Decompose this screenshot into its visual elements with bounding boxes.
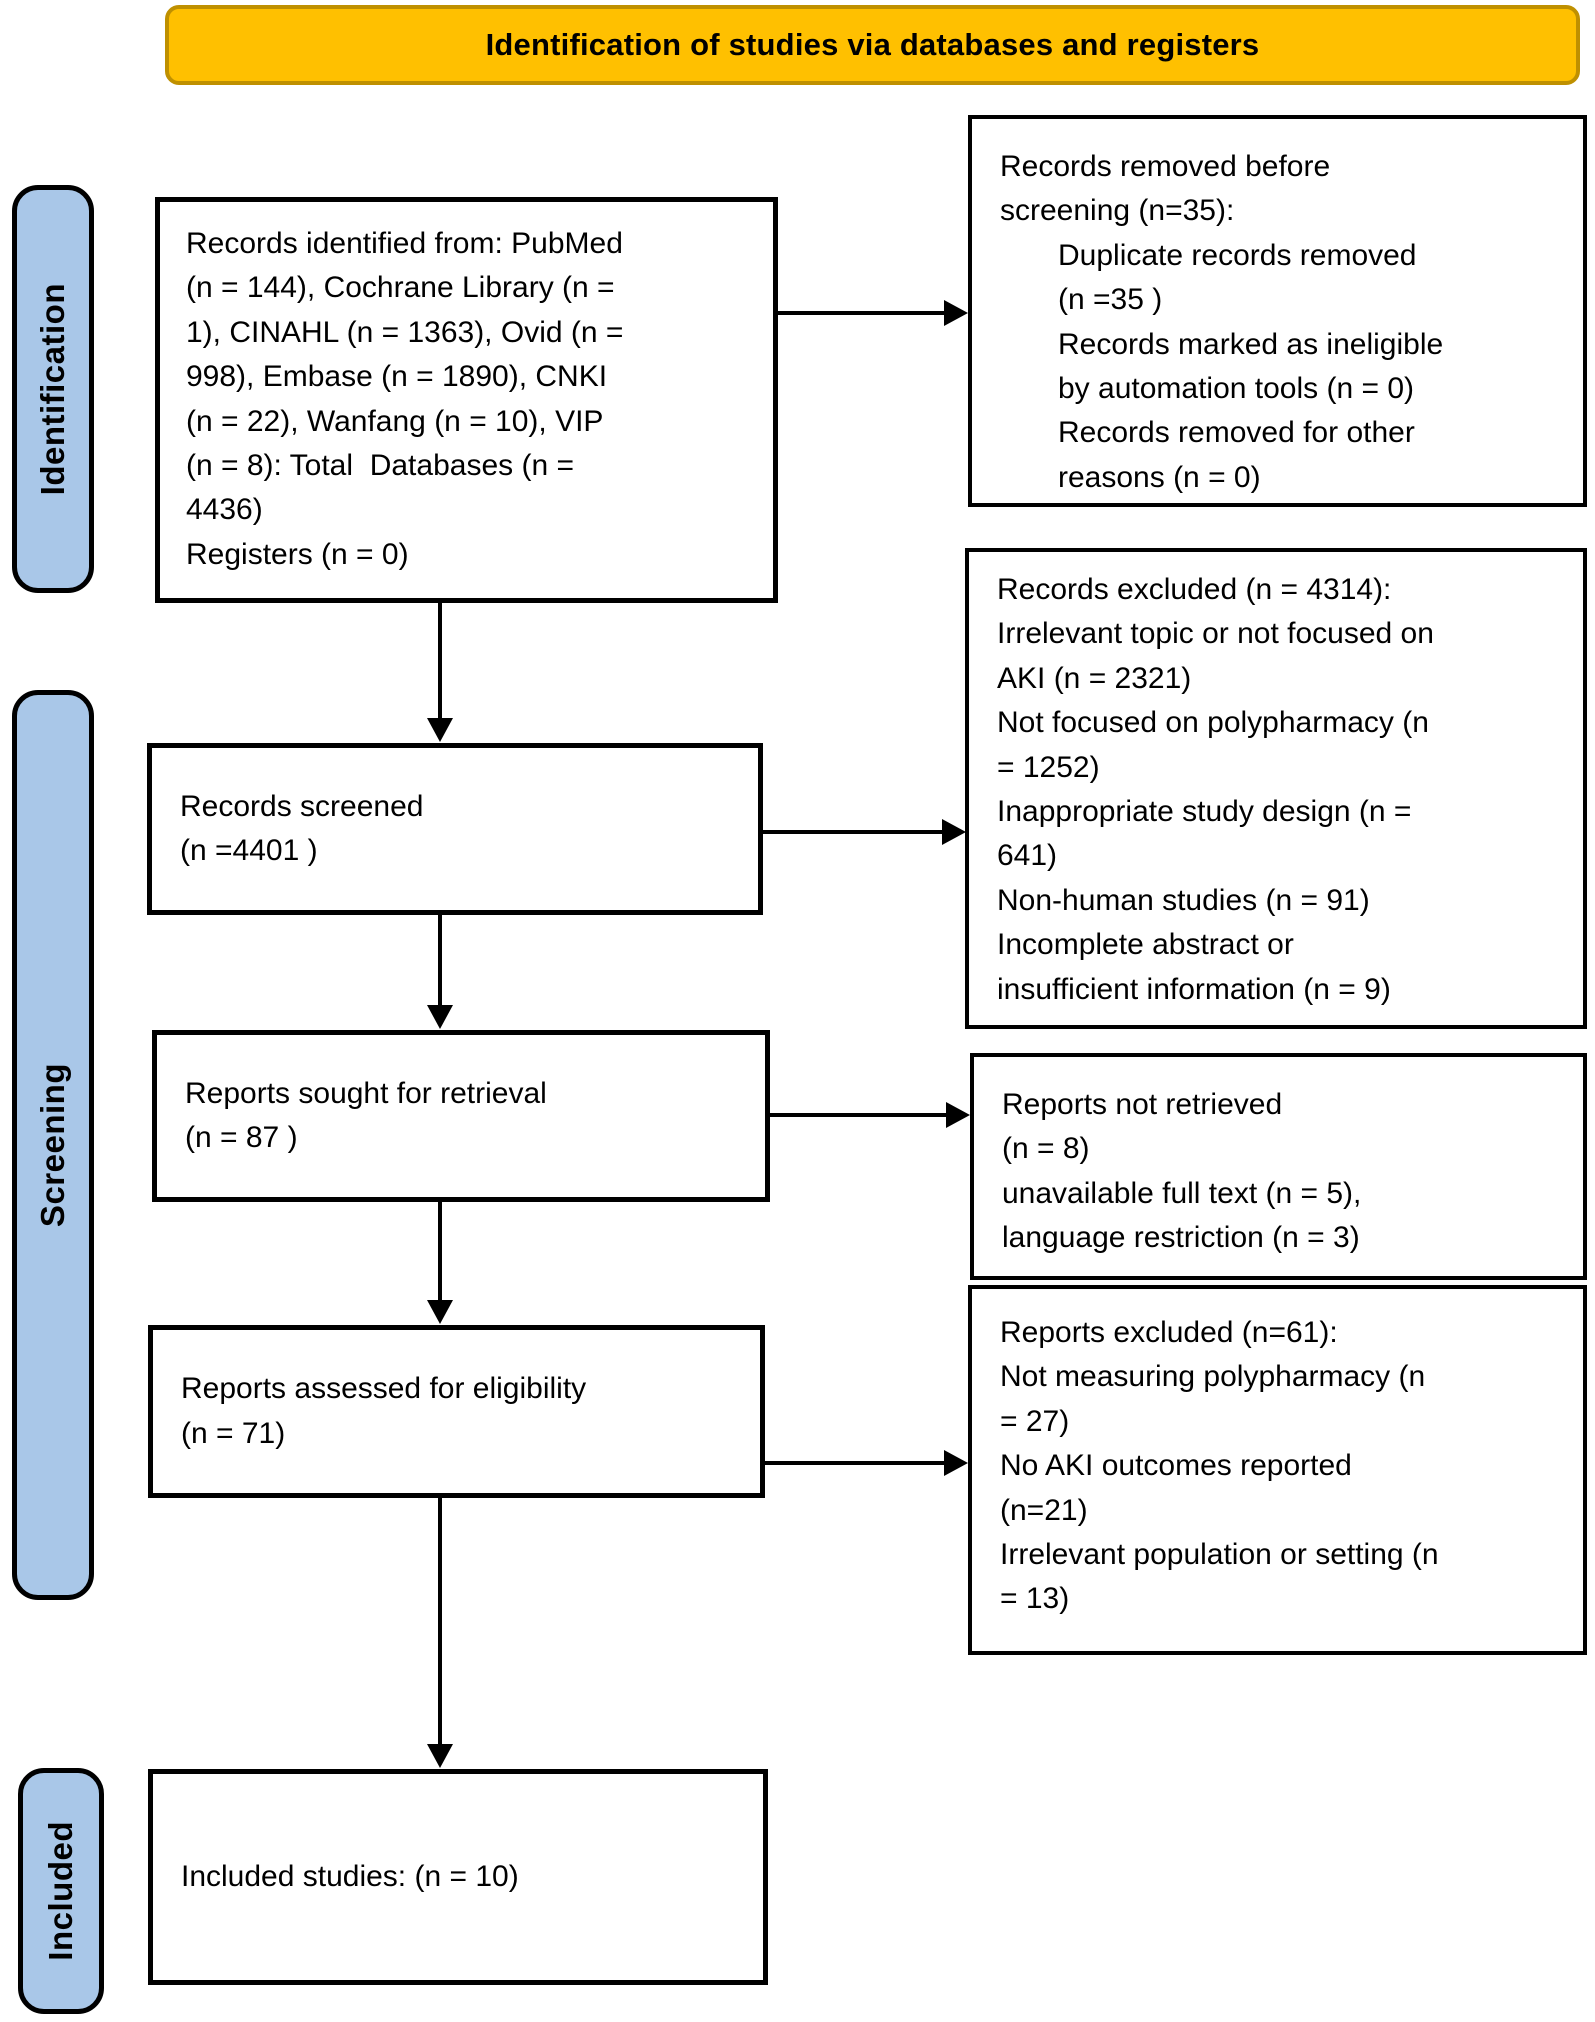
arrowhead-down-icon [427,1005,453,1029]
stage-label-screening [12,690,94,1600]
text-line: (n = 71) [181,1416,286,1450]
text-line: Reports assessed for eligibility [181,1372,587,1406]
text-line: = 1252) [997,750,1100,784]
arrow-shaft [438,603,442,720]
arrowhead-right-icon [946,1102,970,1128]
text-line: Not focused on polypharmacy (n [997,706,1429,740]
text-line: by automation tools (n = 0) [1058,371,1415,405]
arrowhead-down-icon [427,718,453,742]
text-line: screening (n=35): [1000,194,1235,228]
text-line: (n = 87 ) [185,1121,298,1154]
text-line: language restriction (n = 3) [1002,1221,1360,1255]
arrow-shaft [438,915,442,1007]
text-line: (n=21) [1000,1493,1088,1527]
arrowhead-right-icon [942,819,966,845]
text-line: (n = 22), Wanfang (n = 10), VIP [186,404,604,438]
text-line: Records removed before [1000,150,1331,183]
arrow-shaft [763,830,942,834]
stage-label-included-text: Included [42,1821,79,1961]
text-line: Records identified from: PubMed [186,227,623,260]
arrow-shaft [778,311,944,315]
text-line: (n = 8): Total Databases (n = [186,448,574,482]
text-line: (n = 8) [1002,1132,1090,1166]
text-line: 998), Embase (n = 1890), CNKI [186,360,608,394]
box-reports-sought-for-retrieval [152,1030,770,1202]
text-line: (n = 144), Cochrane Library (n = [186,271,615,305]
text-line: 4436) [186,493,263,527]
box-records-removed-before-screening [968,115,1587,507]
text-line: Duplicate records removed [1058,238,1417,272]
text-line: = 27) [1000,1404,1070,1438]
arrowhead-right-icon [944,1450,968,1476]
text-line: Not measuring polypharmacy (n [1000,1360,1426,1394]
box-included-studies [148,1769,768,1985]
arrow-shaft [765,1461,944,1465]
box-reports-excluded [968,1285,1587,1655]
text-line: Non-human studies (n = 91) [997,883,1370,917]
text-line: AKI (n = 2321) [997,661,1192,695]
text-line: Reports sought for retrieval [185,1076,547,1110]
text-line: Inappropriate study design (n = [997,794,1412,828]
stage-label-identification [12,185,94,593]
text-line: Records removed for other [1058,416,1415,450]
box-reports-assessed-for-eligibility [148,1325,765,1498]
banner-title: Identification of studies via databases and registers [485,27,1260,62]
stage-label-screening-text: Screening [34,1062,71,1228]
box-reports-not-retrieved [970,1053,1587,1280]
arrow-shaft [438,1498,442,1746]
text-line: reasons (n = 0) [1058,460,1261,494]
text-line: (n =35 ) [1058,283,1163,317]
stage-label-included [18,1768,104,2014]
arrowhead-right-icon [944,300,968,326]
banner [165,5,1580,85]
text-line: Reports excluded (n=61): [1000,1316,1338,1349]
box-records-screened [147,743,763,915]
text-line: = 13) [1000,1582,1070,1616]
arrow-shaft [438,1202,442,1302]
text-line: Records screened [180,789,424,823]
arrow-shaft [770,1113,946,1117]
arrowhead-down-icon [427,1744,453,1768]
arrowhead-down-icon [427,1300,453,1324]
text-line: Records marked as ineligible [1058,327,1444,361]
text-line: Irrelevant topic or not focused on [997,617,1434,651]
text-line: No AKI outcomes reported [1000,1449,1352,1483]
text-line: Incomplete abstract or [997,928,1294,962]
text-line: Registers (n = 0) [186,537,409,571]
box-records-identified [155,197,778,603]
text-line: 641) [997,839,1058,873]
text-line: unavailable full text (n = 5), [1002,1176,1362,1210]
text-line: 1), CINAHL (n = 1363), Ovid (n = [186,315,624,349]
text-line: Irrelevant population or setting (n [1000,1537,1439,1571]
text-line: Included studies: (n = 10) [181,1859,519,1893]
text-line: Records excluded (n = 4314): [997,573,1392,606]
text-line: Reports not retrieved [1002,1088,1283,1121]
text-line: (n =4401 ) [180,834,318,867]
stage-label-identification-text: Identification [34,282,71,496]
box-records-excluded [965,548,1587,1029]
text-line: insufficient information (n = 9) [997,972,1391,1006]
